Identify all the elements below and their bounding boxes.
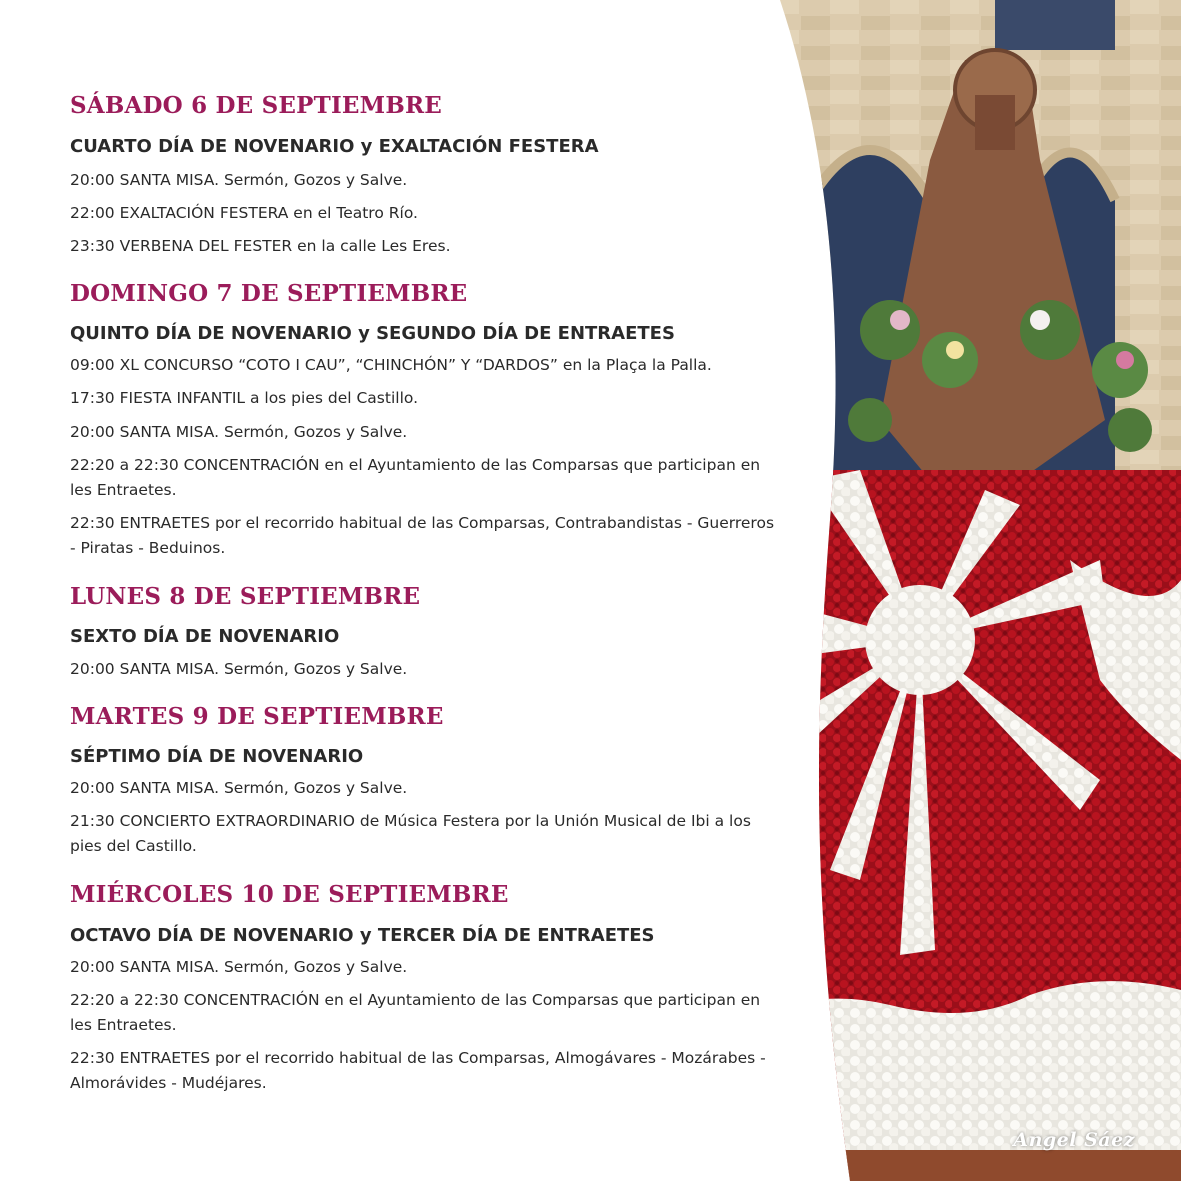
festival-photo [770, 0, 1181, 1181]
day-subtitle: QUINTO DÍA DE NOVENARIO y SEGUNDO DÍA DE ENTRAETES [70, 323, 675, 344]
event-item: 22:30 ENTRAETES por el recorrido habitual de las Comparsas, Almogávares - Mozárabes - Almorávides - Mudéjares. [70, 1049, 766, 1092]
event-item: 20:00 SANTA MISA. Sermón, Gozos y Salve. [70, 423, 408, 441]
day-subtitle: SÉPTIMO DÍA DE NOVENARIO [70, 746, 364, 767]
day-heading-domingo: DOMINGO 7 DE SEPTIEMBRE [70, 280, 468, 307]
event-item: 22:20 a 22:30 CONCENTRACIÓN en el Ayuntamiento de las Comparsas que participan en les Entraetes. [70, 991, 761, 1034]
event-item: 21:30 CONCIERTO EXTRAORDINARIO de Música Festera por la Unión Musical de Ibi a los pies del Castillo. [70, 812, 751, 855]
day-heading-lunes: LUNES 8 DE SEPTIEMBRE [70, 583, 421, 610]
day-heading-sabado: SÁBADO 6 DE SEPTIEMBRE [70, 92, 443, 119]
event-item: 20:00 SANTA MISA. Sermón, Gozos y Salve. [70, 779, 408, 797]
photo-credit: Angel Sáez [1013, 1129, 1135, 1151]
event-item: 20:00 SANTA MISA. Sermón, Gozos y Salve. [70, 958, 408, 976]
event-item: 22:00 EXALTACIÓN FESTERA en el Teatro Río. [70, 204, 418, 222]
event-item: 17:30 FIESTA INFANTIL a los pies del Castillo. [70, 389, 419, 407]
day-subtitle: OCTAVO DÍA DE NOVENARIO y TERCER DÍA DE ENTRAETES [70, 925, 655, 946]
event-item: 23:30 VERBENA DEL FESTER en la calle Les Eres. [70, 237, 451, 255]
event-item: 20:00 SANTA MISA. Sermón, Gozos y Salve. [70, 171, 408, 189]
event-item: 22:20 a 22:30 CONCENTRACIÓN en el Ayuntamiento de las Comparsas que participan en les Entraetes. [70, 456, 761, 499]
event-item: 20:00 SANTA MISA. Sermón, Gozos y Salve. [70, 660, 408, 678]
day-subtitle: SEXTO DÍA DE NOVENARIO [70, 626, 340, 647]
event-item: 09:00 XL CONCURSO “COTO I CAU”, “CHINCHÓN” Y “DARDOS” en la Plaça la Palla. [70, 356, 712, 374]
event-item: 22:30 ENTRAETES por el recorrido habitual de las Comparsas, Contrabandistas - Guerreros - Piratas - Beduinos. [70, 514, 775, 557]
day-heading-miercoles: MIÉRCOLES 10 DE SEPTIEMBRE [70, 881, 509, 908]
day-heading-martes: MARTES 9 DE SEPTIEMBRE [70, 703, 444, 730]
day-subtitle: CUARTO DÍA DE NOVENARIO y EXALTACIÓN FESTERA [70, 136, 599, 157]
